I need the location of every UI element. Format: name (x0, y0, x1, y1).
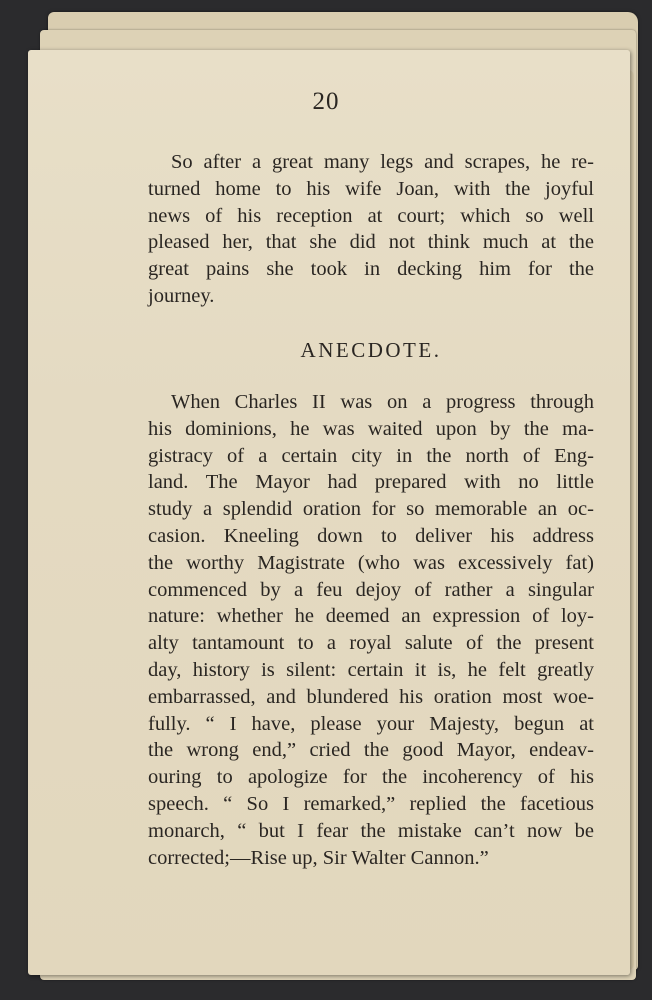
text-line: news of his reception at court; which so well (148, 204, 594, 227)
section-heading: ANECDOTE. (300, 338, 442, 362)
paragraph-2 (148, 389, 594, 871)
text-line: monarch, “ but I fear the mistake can’t now be (148, 819, 594, 842)
text-line: land. The Mayor had prepared with no little (148, 471, 594, 494)
text-line: nature: whether he deemed an expression of loy- (148, 605, 594, 628)
text-line: day, history is silent: certain it is, he felt greatly (148, 658, 594, 681)
text-line: journey. (148, 284, 215, 307)
text-line: the wrong end,” cried the good Mayor, endeav- (148, 739, 594, 762)
page-number: 20 (312, 88, 340, 115)
text-line: So after a great many legs and scrapes, he re- (171, 151, 594, 173)
text-line: speech. “ So I remarked,” replied the facetious (148, 792, 594, 815)
text-line: turned home to his wife Joan, with the joyful (148, 177, 594, 200)
text-line: fully. “ I have, please your Majesty, begun at (148, 712, 594, 735)
text-line: commenced by a feu dejoy of rather a singular (148, 578, 594, 601)
text-line: gistracy of a certain city in the north of Eng- (148, 444, 594, 467)
text-line: the worthy Magistrate (who was excessively fat) (148, 551, 594, 574)
text-line: pleased her, that she did not think much at the (148, 231, 594, 254)
text-line: corrected;—Rise up, Sir Walter Cannon.” (148, 846, 489, 869)
text-line: study a splendid oration for so memorable an oc- (148, 498, 594, 521)
text-line: alty tantamount to a royal salute of the present (148, 632, 594, 655)
text-line: When Charles II was on a progress through (171, 391, 594, 413)
text-line: his dominions, he was waited upon by the ma- (148, 417, 594, 440)
text-line: embarrassed, and blundered his oration most woe- (148, 685, 594, 708)
text-line: great pains she took in decking him for the (148, 258, 594, 281)
paragraph-1 (148, 149, 594, 310)
text-line: ouring to apologize for the incoherency of his (148, 766, 594, 789)
text-line: casion. Kneeling down to deliver his address (148, 524, 594, 547)
